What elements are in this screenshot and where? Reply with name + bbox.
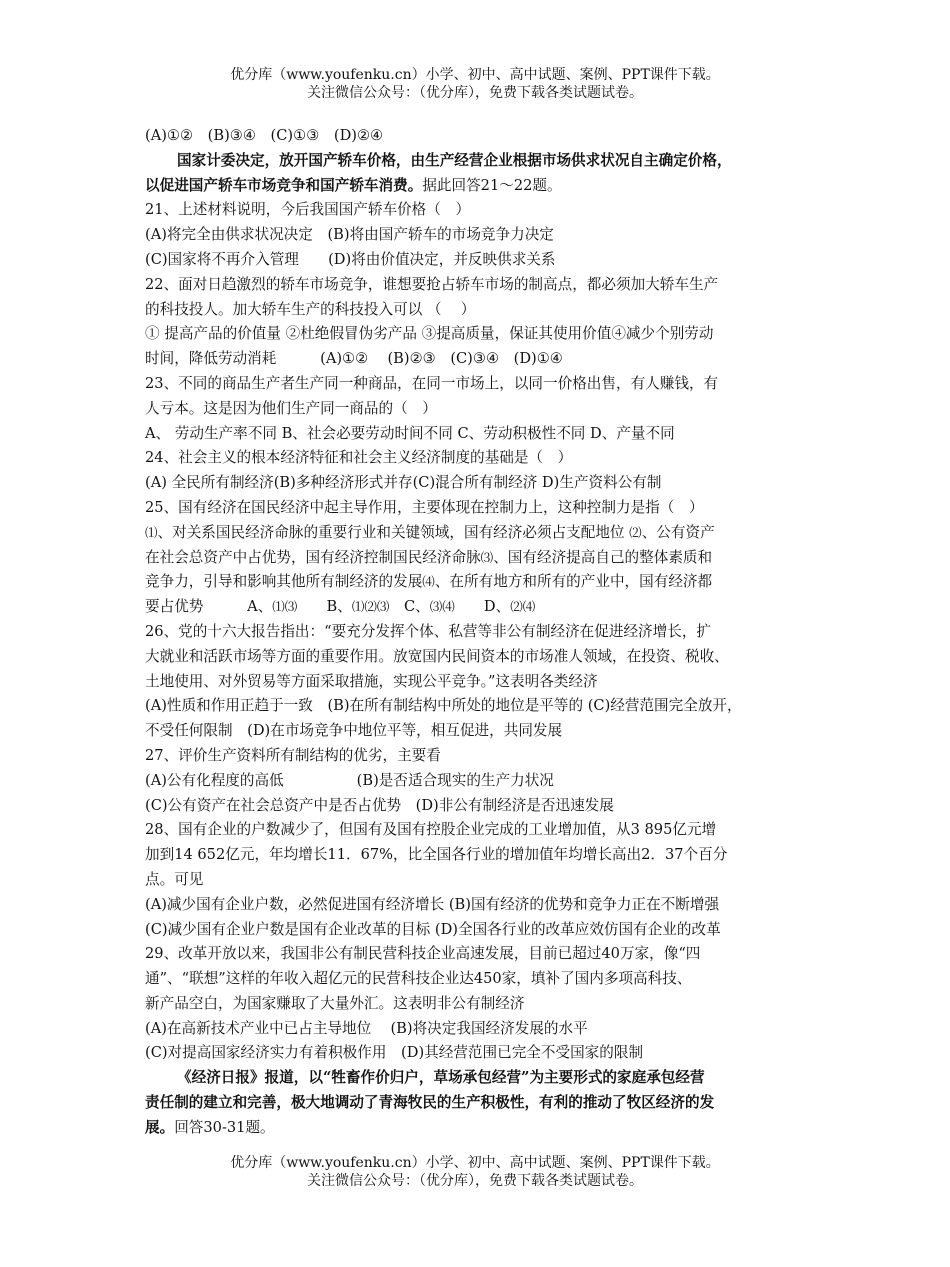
text-span: 、对关系国民经济命脉的重要行业和关键领域，国有经济必须占支配地位	[157, 523, 630, 541]
text-span: 竞争力，引导和影响其他所有制经济的发展	[145, 573, 423, 591]
material-1-line-1: 国家计委决定，放开国产轿车价格，由生产经营企业根据市场供求状况自主确定价格，	[177, 151, 732, 169]
question-26-line-4: (A)性质和作用正趋于一致 (B)在所有制结构中所处的地位是平等的 (C)经营范围完全放开，	[145, 697, 742, 715]
question-21-options-ab: (A)将完全由供求状况决定 (B)将由国产轿车的市场竞争力决定	[145, 226, 554, 244]
question-26-line-5: 不受任何限制 (D)在市场竞争中地位平等，相互促进，共同发展	[145, 722, 563, 740]
page-footer	[0, 1154, 950, 1190]
item-number: ⑴⑵⑶	[351, 599, 390, 615]
question-24: 24、社会主义的根本经济特征和社会主义经济制度的基础是（ ）	[145, 449, 573, 467]
question-26-line-2: 大就业和活跃市场等方面的重要作用。放宽国内民间资本的市场准人领域，在投资、税收、	[145, 647, 729, 665]
question-28-line-1: 28、国有企业的户数减少了，但国有及国有控股企业完成的工业增加值，从3 895亿元增	[145, 821, 717, 839]
question-29-line-1: 29、改革开放以来，我国非公有制民营科技企业高速发展，目前已超过40万家，像“四	[145, 945, 701, 963]
question-25-line-5	[145, 595, 815, 620]
question-21-options-cd: (C)国家将不再介入管理 (D)将由价值决定，并反映供求关系	[145, 250, 556, 268]
question-22-line-2: 的科技投人。加大轿车生产的科技投入可以 （ ）	[145, 300, 476, 318]
question-27: 27、评价生产资料所有制结构的优劣，主要看	[145, 746, 441, 764]
question-25-line-1: 25、国有经济在国民经济中起主导作用，主要体现在控制力上，这种控制力是指（ ）	[145, 498, 704, 516]
question-24-options: (A) 全民所有制经济(B)多种经济形式并存(C)混合所有制经济 D)生产资料公有制	[145, 474, 662, 492]
item-number: ⑶	[480, 549, 494, 565]
text-span: C、	[389, 598, 430, 616]
question-21: 21、上述材料说明，今后我国国产轿车价格（ ）	[145, 201, 471, 219]
material-2-line-1: 《经济日报》报道，以“牲畜作价归户，草场承包经营”为主要形式的家庭承包经营	[177, 1069, 705, 1087]
question-27-options-cd: (C)公有资产在社会总资产中是否占优势 (D)非公有制经济是否迅速发展	[145, 796, 614, 814]
header-line-2: 关注微信公众号：（优分库），免费下载各类试题试卷。	[307, 85, 643, 101]
text-span: D、	[454, 598, 511, 616]
q20-options: (A)①② (B)③④ (C)①③ (D)②④	[145, 127, 384, 144]
header-line-1: 优分库（www.youfenku.cn）小学、初中、高中试题、案例、PPT课件下载。	[230, 67, 720, 83]
question-28-line-3: 点。可见	[145, 870, 204, 888]
question-25-line-3	[145, 546, 815, 571]
question-29-options-cd: (C)对提高国家经济实力有着积极作用 (D)其经营范围已完全不受国家的限制	[145, 1044, 644, 1062]
question-26-line-3: 土地使用、对外贸易等方面采取措施，实现公平竞争。”这表明各类经济	[145, 672, 598, 690]
text-span: B、	[297, 598, 352, 616]
question-28-options-cd: (C)减少国有企业户数是国有企业改革的目标 (D)全国各行业的改革应效仿国有企业的改革	[145, 920, 721, 938]
question-22-line-1: 22、面对日趋激烈的轿车市场竞争，谁想要抢占轿车市场的制高点，都必须加大轿车生产	[145, 275, 719, 293]
footer-line-2: 关注微信公众号：（优分库），免费下载各类试题试卷。	[307, 1173, 643, 1189]
text-span: 、在所有地方和所有的产业中，国有经济都	[434, 573, 713, 591]
question-26-line-1: 26、党的十六大报告指出：“要充分发挥个体、私营等非公有制经济在促进经济增长，扩	[145, 622, 712, 640]
question-25-line-2	[145, 521, 815, 546]
text-span: 在社会总资产中占优势，国有经济控制国民经济命脉	[145, 548, 481, 566]
text-span: 、公有资产	[641, 523, 715, 541]
question-28-line-2: 加到14 652亿元，年均增长11．67%，比全国各行业的增加值年均增长高出2．37个百分	[145, 846, 728, 864]
material-2-instruction: 回答30-31题。	[174, 1118, 275, 1136]
material-1-bold: 以促进国产轿车市场竞争和国产轿车消费。	[145, 176, 423, 194]
item-number: ⑵⑷	[510, 599, 536, 615]
item-number: ⑷	[422, 574, 435, 590]
material-2-bold-end: 展。	[145, 1118, 175, 1136]
material-2-line-2: 责任制的建立和完善，极大地调动了青海牧民的生产积极性，有利的推动了牧区经济的发	[145, 1094, 715, 1112]
material-1-line-2	[145, 174, 815, 199]
question-27-options-ab: (A)公有化程度的高低 (B)是否适合现实的生产力状况	[145, 771, 554, 789]
question-25-line-4	[145, 570, 815, 595]
item-number: ⑴	[145, 524, 158, 540]
question-22-line-4: 时间，降低劳动消耗 (A)①② (B)②③ (C)③④ (D)①④	[145, 350, 563, 368]
question-23-line-1: 23、不同的商品生产者生产同一种商品，在同一市场上，以同一价格出售，有人赚钱，有	[145, 374, 719, 392]
item-number: ⑴⑶	[272, 599, 298, 615]
material-2-line-3	[145, 1116, 815, 1141]
question-22-line-3: ① 提高产品的价值量 ②杜绝假冒伪劣产品 ③提高质量，保证其使用价值④减少个别劳动	[145, 325, 714, 343]
question-23-line-2: 人亏本。这是因为他们生产同一商品的（ ）	[145, 399, 437, 417]
page-header	[0, 66, 950, 102]
question-29-line-2: 通”、“联想”这样的年收入超亿元的民营科技企业达450家，填补了国内多项高科技、	[145, 970, 692, 988]
question-28-options-ab: (A)减少国有企业户数，必然促进国有经济增长 (B)国有经济的优势和竞争力正在不断增强	[145, 895, 720, 913]
text-span: 、国有经济提高自己的整体素质和	[493, 548, 713, 566]
material-1-instruction: 据此回答21～22题。	[422, 176, 562, 194]
footer-line-1: 优分库（www.youfenku.cn）小学、初中、高中试题、案例、PPT课件下载。	[230, 1155, 720, 1171]
text-span: 要占优势 A、	[145, 598, 273, 616]
document-body	[145, 124, 815, 1141]
item-number: ⑵	[629, 524, 642, 540]
question-23-options: A、 劳动生产率不同 B、社会必要劳动时间不同 C、劳动积极性不同 D、产量不同	[145, 424, 675, 442]
question-29-line-3: 新产品空白，为国家赚取了大量外汇。这表明非公有制经济	[145, 994, 525, 1012]
item-number: ⑶⑷	[429, 599, 455, 615]
question-29-options-ab: (A)在高新技术产业中已占主导地位 (B)将决定我国经济发展的水平	[145, 1019, 588, 1037]
